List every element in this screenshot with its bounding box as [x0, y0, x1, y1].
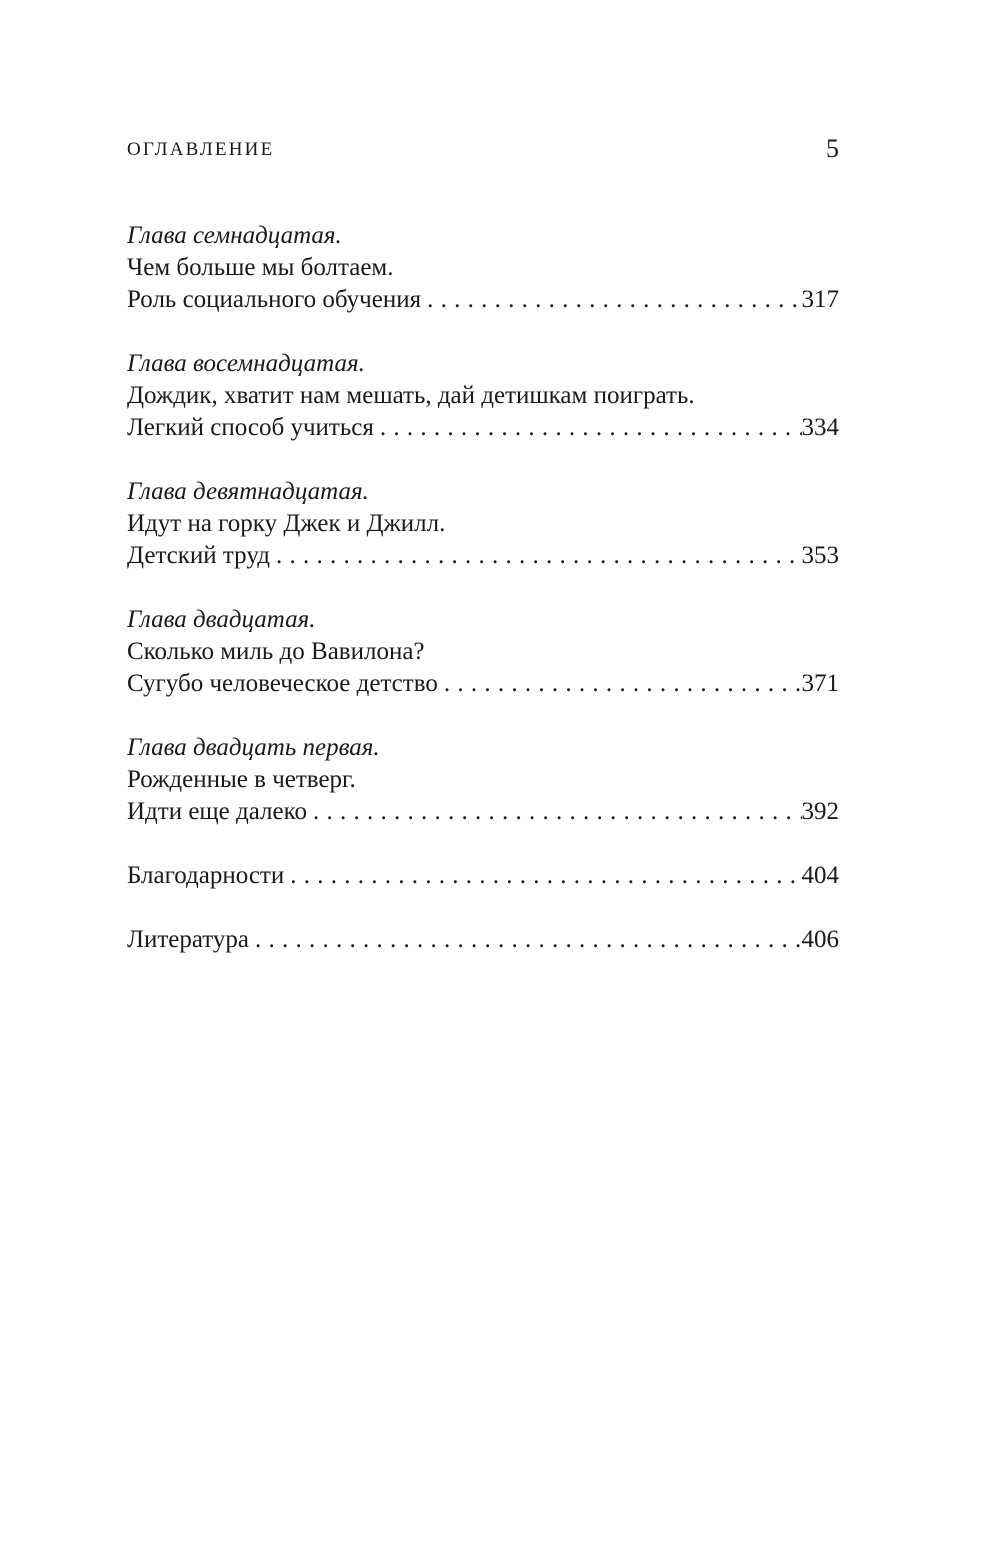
dot-leader [284, 860, 801, 892]
page-ref: 392 [801, 798, 839, 825]
page-ref: 406 [801, 926, 839, 953]
page-number: 5 [826, 134, 839, 163]
spacer [127, 444, 839, 476]
toc-entry[interactable] [127, 284, 839, 316]
chapter-subtitle: Сугубо человеческое детство [127, 670, 438, 697]
dot-leader [249, 924, 802, 956]
chapter-subtitle: Детский труд [127, 542, 270, 569]
dot-leader [438, 668, 802, 700]
page-ref: 334 [801, 414, 839, 441]
chapter-subtitle: Идти еще далеко [127, 798, 308, 825]
toc-entry-acknowledgements[interactable] [127, 860, 839, 892]
page-ref: 404 [801, 862, 839, 889]
dot-leader [374, 412, 802, 444]
book-page [127, 0, 839, 1552]
spacer [127, 316, 839, 348]
chapter-subtitle: Роль социального обучения [127, 286, 422, 313]
chapter-title-line: Дождик, хватит нам мешать, дай детишкам поиграть. [127, 382, 695, 409]
running-head [127, 134, 839, 166]
chapter-title-line: Идут на горку Джек и Джилл. [127, 510, 446, 537]
dot-leader [270, 540, 802, 572]
spacer [127, 892, 839, 924]
entry-title: Литература [127, 926, 249, 953]
spacer [127, 828, 839, 860]
toc-entry[interactable] [127, 540, 839, 572]
dot-leader [421, 284, 801, 316]
chapter-label: Глава восемнадцатая. [127, 350, 365, 377]
spacer [127, 700, 839, 732]
entry-title: Благодарности [127, 862, 285, 889]
page-ref: 371 [801, 670, 839, 697]
chapter-title-line: Рожденные в четверг. [127, 766, 356, 793]
toc-entry[interactable] [127, 796, 839, 828]
chapter-subtitle: Легкий способ учиться [127, 414, 374, 441]
dot-leader [307, 796, 801, 828]
chapter-label: Глава двадцатая. [127, 606, 316, 633]
chapter-label: Глава двадцать первая. [127, 734, 380, 761]
toc-entry[interactable] [127, 412, 839, 444]
spacer [127, 572, 839, 604]
chapter-title-line: Чем больше мы болтаем. [127, 254, 394, 281]
page-ref: 353 [801, 542, 839, 569]
chapter-label: Глава семнадцатая. [127, 222, 342, 249]
table-of-contents [127, 220, 839, 956]
page-ref: 317 [801, 286, 839, 313]
running-title: ОГЛАВЛЕНИЕ [127, 139, 275, 160]
toc-entry[interactable] [127, 668, 839, 700]
chapter-title-line: Сколько миль до Вавилона? [127, 638, 425, 665]
chapter-label: Глава девятнадцатая. [127, 478, 369, 505]
toc-entry-literature[interactable] [127, 924, 839, 956]
